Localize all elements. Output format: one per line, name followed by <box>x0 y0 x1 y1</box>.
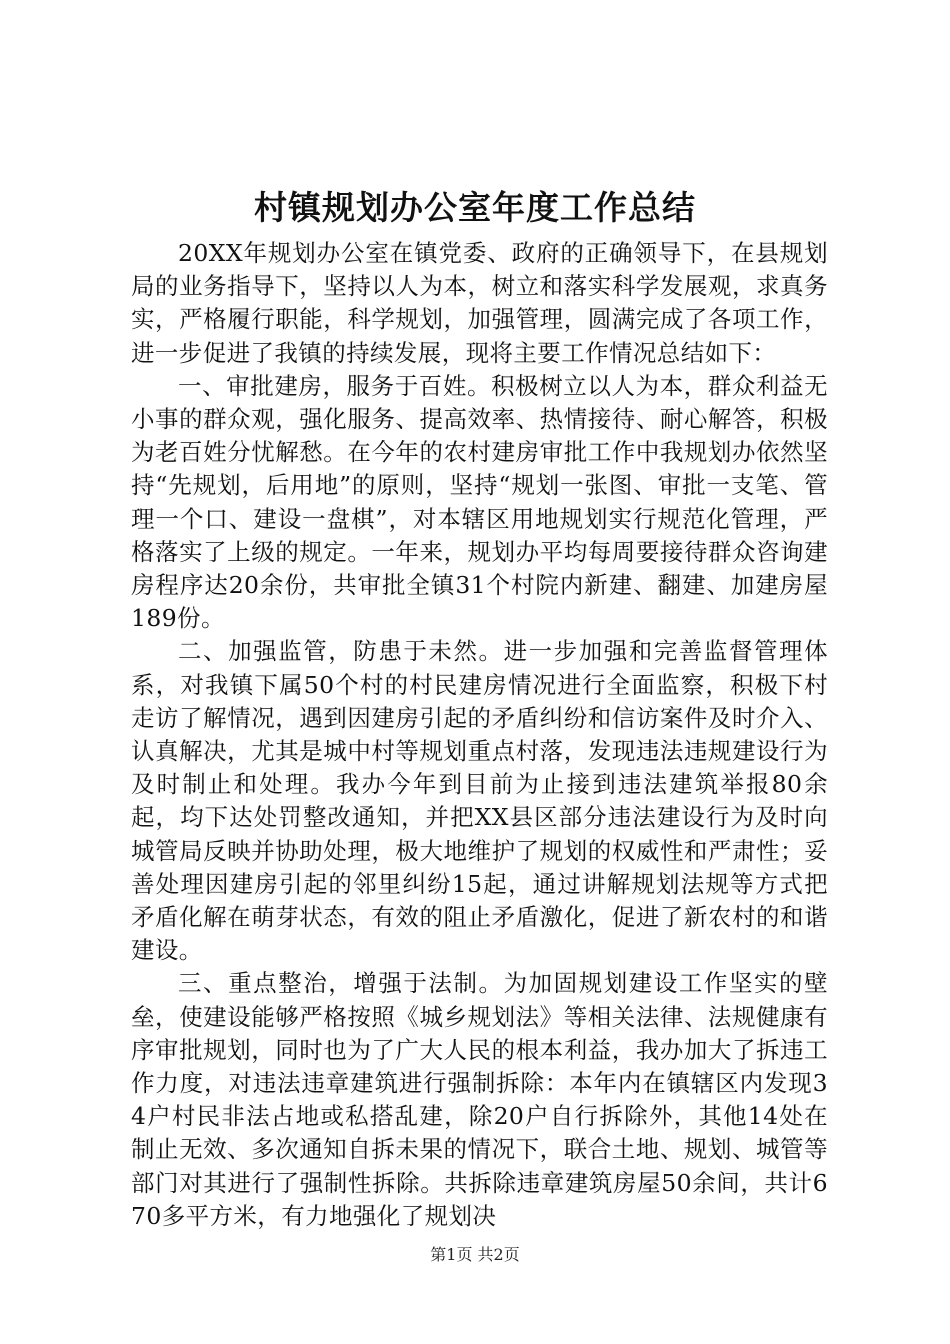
document-title: 村镇规划办公室年度工作总结 <box>254 188 696 227</box>
page-footer: 第1页 共2页 <box>430 1245 520 1264</box>
paragraph-intro: 20XX年规划办公室在镇党委、政府的正确领导下，在县规划局的业务指导下，坚持以人为本，树立和落实科学发展观，求真务实，严格履行职能，科学规划，加强管理，圆满完成了各项工作，进一步促进了我镇的持续发展，现将主要工作情况总结如下： <box>131 239 828 367</box>
paragraph-section-1: 一、审批建房，服务于百姓。积极树立以人为本，群众利益无小事的群众观，强化服务、提高效率、热情接待、耐心解答，积极为老百姓分忧解愁。在今年的农村建房审批工作中我规划办依然坚持“先规划，后用地”的原则，坚持“规划一张图、审批一支笔、管理一个口、建设一盘棋”，对本辖区用地规划实行规范化管理，严格落实了上级的规定。一年来，规划办平均每周要接待群众咨询建房程序达20余份，共审批全镇31个村院内新建、翻建、加建房屋189份。 <box>131 371 828 633</box>
paragraph-section-3: 三、重点整治，增强于法制。为加固规划建设工作坚实的壁垒，使建设能够严格按照《城乡规划法》等相关法律、法规健康有序审批规划，同时也为了广大人民的根本利益，我办加大了拆违工作力度，对违法违章建筑进行强制拆除：本年内在镇辖区内发现34户村民非法占地或私搭乱建，除20户自行拆除外，其他14处在制止无效、多次通知自拆未果的情况下，联合土地、规划、城管等部门对其进行了强制性拆除。共拆除违章建筑房屋50余间，共计670多平方米，有力地强化了规划决 <box>131 969 828 1230</box>
document-body <box>131 237 828 1233</box>
paragraph-section-2: 二、加强监管，防患于未然。进一步加强和完善监督管理体系，对我镇下属50个村的村民建房情况进行全面监察，积极下村走访了解情况，遇到因建房引起的矛盾纠纷和信访案件及时介入、认真解决，尤其是城中村等规划重点村落，发现违法违规建设行为及时制止和处理。我办今年到目前为止接到违法建筑举报80余起，均下达处罚整改通知，并把XX县区部分违法建设行为及时向城管局反映并协助处理，极大地维护了规划的权威性和严肃性；妥善处理因建房引起的邻里纠纷15起，通过讲解规划法规等方式把矛盾化解在萌芽状态，有效的阻止矛盾激化，促进了新农村的和谐建设。 <box>131 637 828 965</box>
